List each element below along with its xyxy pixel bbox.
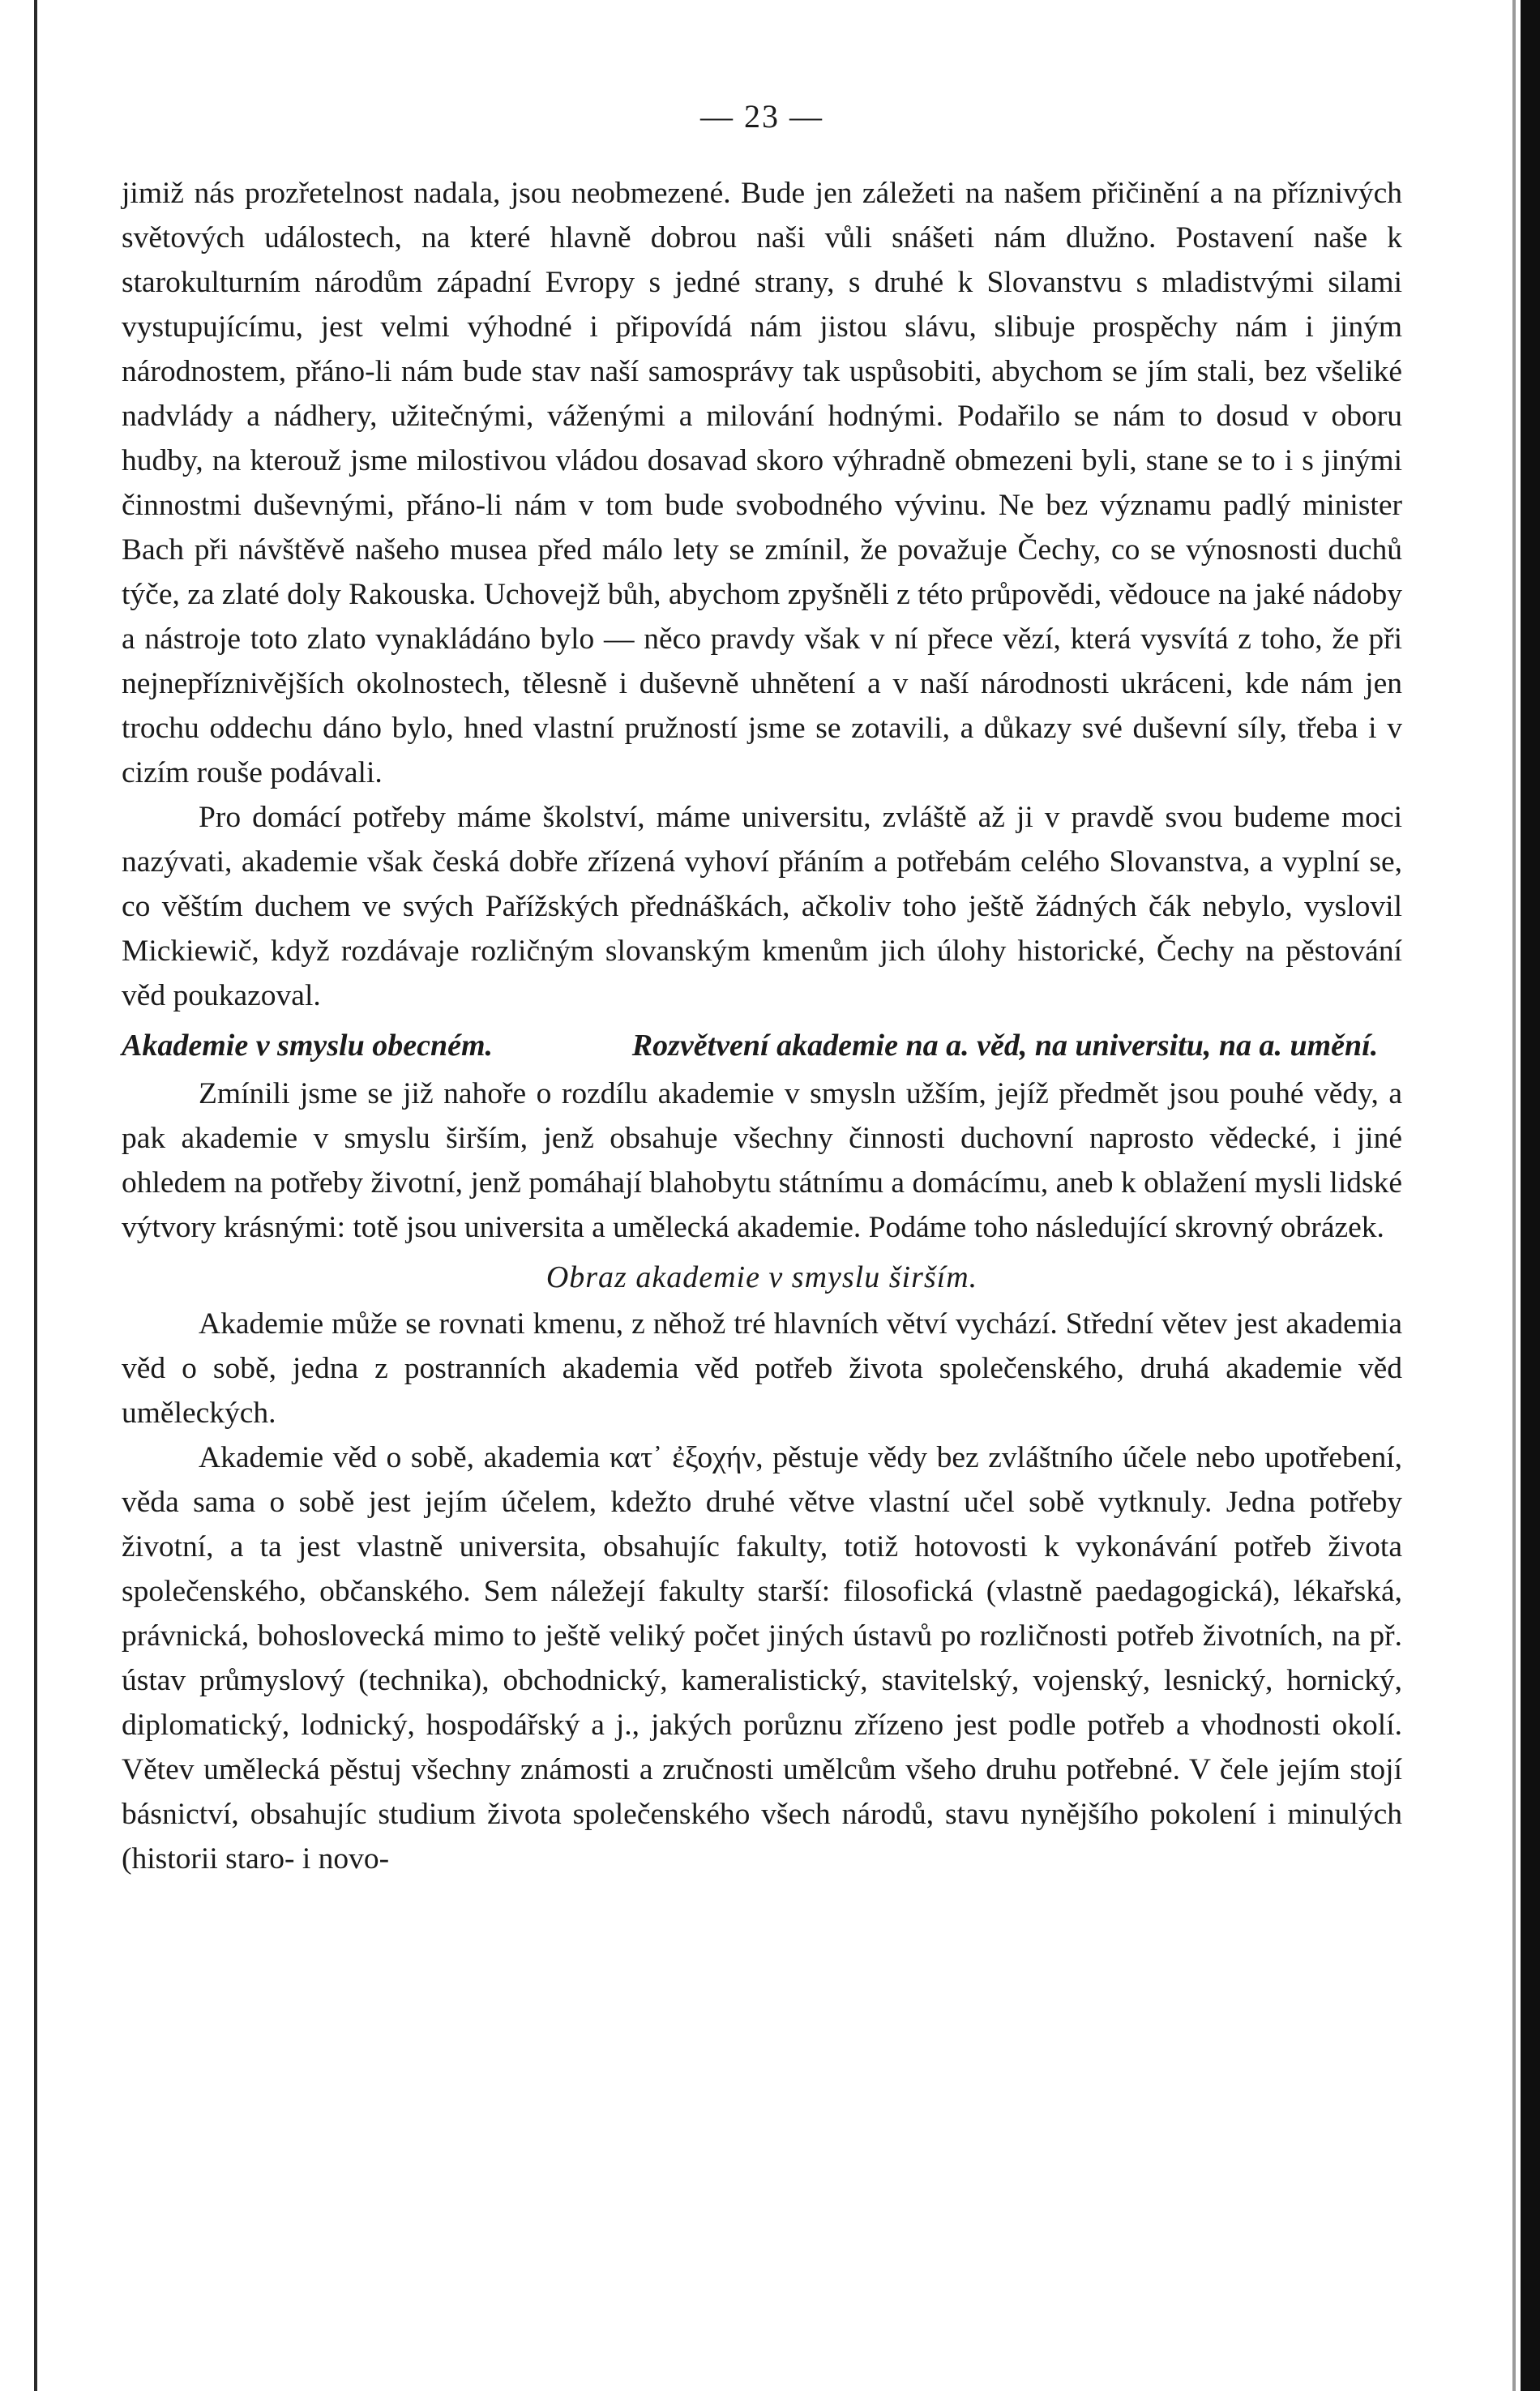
paragraph-academy-sciences: Akademie věd o sobě, akademia κατ᾽ ἐξοχήν, pěstuje vědy bez zvláštního účele nebo upotřebení, věda sama o sobě jest jejím účelem, kdežto druhé větve vlastní učel sobě vytknuly. Jedna potřeby životní, a ta jest vlastně universita, obsahujíc fakulty, totiž hotovosti k vykonávání potřeb života společenského, občanského. Sem náležejí fakulty starší: filosofická (vlastně paedagogická), lékařská, právnická, bohoslovecká mimo to ještě veliký počet jiných ústavů po rozličnosti potřeb životních, na př. ústav průmyslový (technika), obchodnický, kameralistický, stavitelský, vojenský, lesnický, hornický, diplomatický, lodnický, hospodářský a j., jakých porůznu zřízeno jest podle potřeb a vhodnosti okolí. Větev umělecká pěstuj všechny známosti a zručnosti umělcům všeho druhu potřebné. V čele jejím stojí básnictví, obsahujíc studium života společenského všech národů, stavu nynějšího pokolení i minulých (historii staro- i novo- bbox=[122, 1441, 1402, 1876]
page-right-border bbox=[1521, 0, 1540, 2391]
section-heading-right: Rozvětvení akademie na a. věd, na universitu, na a. umění. bbox=[631, 1029, 1379, 1063]
page-right-edge bbox=[1512, 0, 1516, 2391]
paragraph-academy-meaning: Zmínili jsme se již nahoře o rozdílu akademie v smysln užším, jejíž předmět jsou pouhé vědy, a pak akademie v smyslu širším, jenž obsahuje všechny činnosti duchovní naprosto vědecké, i jiné ohledem na potřeby životní, jenž pomáhají blahobytu státnímu a domácímu, aneb k oblažení mysli lidské výtvory krásnými: totě jsou universita a umělecká akademie. Podáme toho následující skrovný obrázek. bbox=[122, 1077, 1402, 1244]
paragraph-academy-trunk: Akademie může se rovnati kmenu, z něhož tré hlavních větví vychází. Střední větev jest akademia věd o sobě, jedna z postranních akademia věd potřeb života společenského, druhá akademie věd uměleckých. bbox=[122, 1307, 1402, 1430]
subsection-heading-image: Obraz akademie v smyslu širším. bbox=[545, 1260, 978, 1294]
paragraph-continued: jimiž nás prozřetelnost nadala, jsou neobmezené. Bude jen záležeti na našem přičinění a na příznivých světových událostech, na které hlavně dobrou naši vůli snášeti nám dlužno. Postavení naše k starokulturním národům západní Evropy s jedné strany, s druhé k Slovanstvu s mladistvými silami vystupujícímu, jest velmi výhodné i připovídá nám jistou slávu, slibuje prospěchy nám i jiným národnostem, přáno-li nám bude stav naší samosprávy tak uspůsobiti, abychom se jím stali, bez všeliké nadvlády a nádhery, užitečnými, váženými a milování hodnými. Podařilo se nám to dosud v oboru hudby, na kterouž jsme milostivou vládou dosavad skoro výhradně obmezeni byli, stane se to i s jinými činnostmi duševnými, přáno-li nám v tom bude svobodného vývinu. Ne bez významu padlý minister Bach při návštěvě našeho musea před málo lety se zmínil, že považuje Čechy, co se výnosnosti duchů týče, za zlaté doly Rakouska. Uchovejž bůh, abychom zpyšněli z této průpovědi, vědouce na jaké nádoby a nástroje toto zlato vynakládáno bylo — něco pravdy však v ní přece vězí, která vysvítá z toho, že při nejnepříznivějších okolnostech, tělesně i duševně uhnětení a v naší národnosti ukráceni, kde nám jen trochu oddechu dáno bylo, hned vlastní pružností jsme se zotavili, a důkazy své duševní síly, třeba i v cizím rouše podávali. bbox=[122, 177, 1402, 789]
section-heading-left: Akademie v smyslu obecném. bbox=[122, 1029, 494, 1063]
page-number: — 23 — bbox=[700, 98, 823, 135]
document-page bbox=[122, 97, 1402, 1881]
section-heading-academy bbox=[122, 1024, 1402, 1067]
paragraph-domestic-needs: Pro domácí potřeby máme školství, máme universitu, zvláště až ji v pravdě svou budeme moci nazývati, akademie však česká dobře zřízená vyhoví přáním a potřebám celého Slovanstva, a vyplní se, co věštím duchem ve svých Pařížských přednáškách, ačkoliv toho ještě žádných čák nebylo, vyslovil Mickiewič, když rozdávaje rozličným slovanským kmenům jich úlohy historické, Čechy na pěstování věd poukazoval. bbox=[122, 801, 1402, 1012]
page-left-border bbox=[34, 0, 37, 2391]
